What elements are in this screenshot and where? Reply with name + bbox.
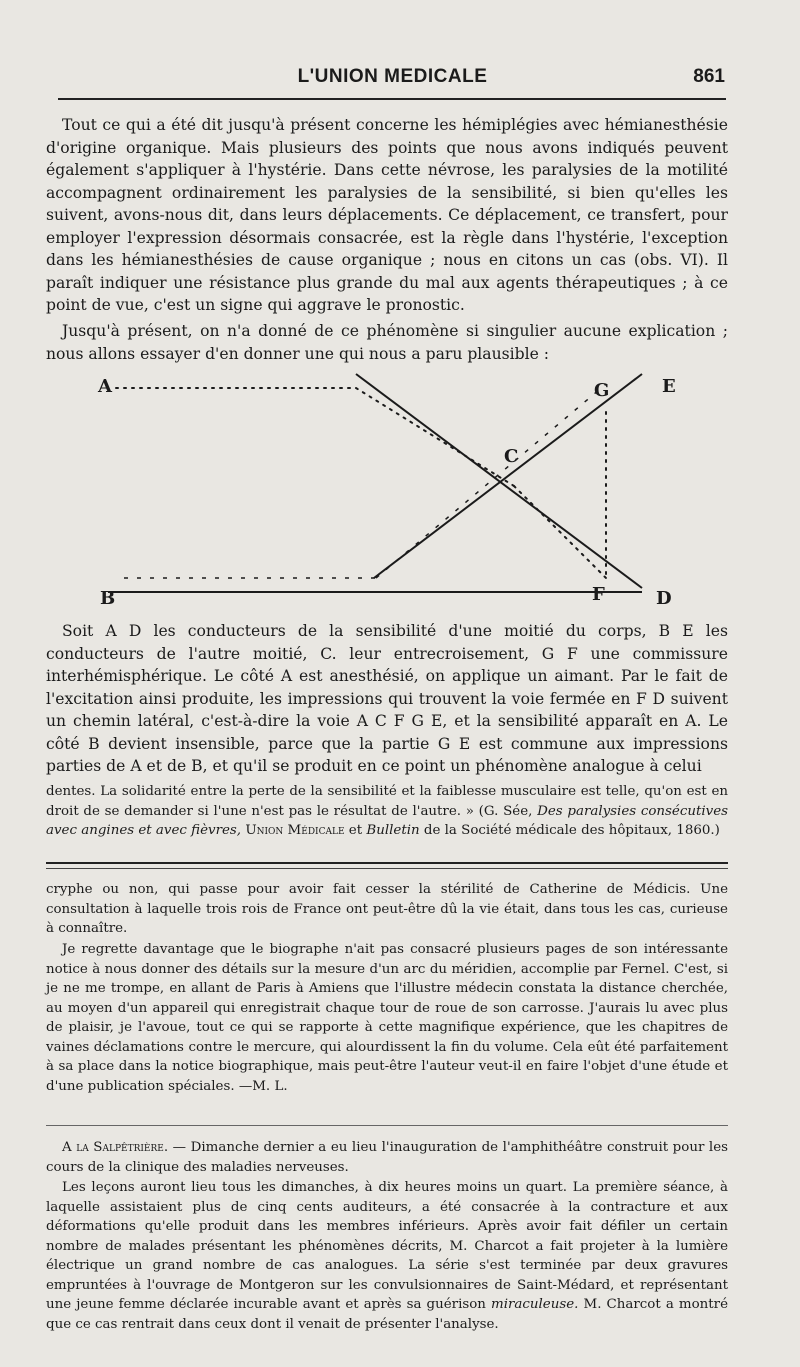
footnote-title-paralysies: Des paralysies consécutives avec angines et avec fièvres, [46,803,728,838]
label-c: C [504,446,519,467]
news-text-2a: Les leçons auront lieu tous les dimanches, à dix heures moins un quart. La première séance, à laquelle assistaient plus de cinq cents auditeurs, a été consacrée à la contracture et aux déformations qu'elle produit dans les membres inférieurs. Après avoir fait défiler un certain nombre de malades présentant les phénomènes décrits, M. Charcot a fait projeter à la lumière électrique un grand nombre de cas analogues. La série s'est terminée par deux gravures empruntées à l'ouvrage de Montgeron sur les convulsionnaires de Saint-Médard, et représentant une jeune femme déclarée incurable avant et après sa guérison [46,1180,728,1312]
feuilleton-rule-top [46,862,728,864]
feuilleton-paragraph-1: cryphe ou non, qui passe pour avoir fait cesser la stérilité de Catherine de Médicis. Une consultation à laquelle trois rois de France ont peut-être dû la vie était, dans tous les cas, curieuse à connaître. [46,882,728,936]
feuilleton-paragraph-2: Je regrette davantage que le biographe n'ait pas consacré plusieurs pages de son intéressante notice à nous donner des détails sur la mesure d'un arc du méridien, accomplie par Fernel. C'est, si je ne me trompe, en allant de Paris à Amiens que l'illustre médecin constata la distance cherchée, au moyen d'un appareil qui enregistrait chaque tour de roue de son carrosse. J'aurais lu avec plus de plaisir, je l'avoue, tout ce qui se rapporte à cette magnifique expérience, que les chapitres de vaines déclamations contre le mercure, qui alourdissent la fin du volume. Cela eût été parfaitement à sa place dans la notice biographique, mais peut-être l'auteur veut-il en faire l'objet d'une étude et d'une publication spéciales. —M. L. [46,942,728,1094]
label-b: B [100,588,116,608]
news-text-2b: M. Charcot a montré que ce cas rentrait dans ceux dont il venait de présenter l'analyse. [46,1297,728,1332]
path-c-to-f [514,486,606,578]
label-g: G [594,380,610,401]
diagram-svg [94,368,694,608]
label-e: E [662,376,676,397]
label-a: A [98,376,112,397]
nerve-crossing-diagram [94,368,694,608]
label-f: F [592,584,605,605]
running-title: L'UNION MEDICALE [297,66,488,87]
section-rule [46,1125,728,1126]
conductor-e-b [374,374,642,578]
label-d: D [656,588,672,608]
page-number: 861 [693,66,725,87]
path-b-to-e [376,384,606,578]
running-head [60,66,725,90]
footnote [46,782,728,841]
footnote-text-d: de la Société médicale des hôpitaux, 1860.) [423,823,720,838]
footnote-text-a: dentes. La solidarité entre la perte de la sensibilité et la faiblesse musculaire est telle, qu'on est en droit de se demander si l'une n'est pas le résultat de l'autre. » (G. Sée, [46,784,728,819]
paragraph-explanation-intro: Jusqu'à présent, on n'a donné de ce phénomène si singulier aucune explication ; nous allons essayer d'en donner une qui nous a paru plausible : [46,322,728,363]
news-text-1: — Dimanche dernier a eu lieu l'inauguration de l'amphithéâtre construit pour les cours de la clinique des maladies nerveuses. [46,1140,728,1175]
path-a-to-c [356,388,514,486]
news-paragraph-2 [46,1178,728,1334]
news-italic-miraculeuse: miraculeuse. [491,1297,579,1312]
footnote-bulletin: Bulletin [366,823,420,838]
footnote-journal-union: Union Médicale [245,823,345,838]
feuilleton-rule-bottom [46,868,728,869]
paragraph-diagram-explanation: Soit A D les conducteurs de la sensibilité d'une moitié du corps, B E les conducteurs de l'autre moitié, C. leur entrecroisement, G F une commissure interhémisphérique. Le côté A est anesthésié, on applique un aimant. Par le fait de l'excitation ainsi produite, les impressions qui trouvent la voie fermée en F D suivent un chemin latéral, c'est-à-dire la voie A C F G E, et la sensibilité apparaît en A. Le côté B devient insensible, parce que la partie G E est commune aux impressions parties de A et de B, et qu'il se produit en ce point un phénomène analogue à celui [46,622,728,775]
header-rule [58,98,726,100]
news-heading: A la Salpêtrière. [62,1140,169,1155]
news-paragraph-1 [46,1138,728,1177]
paragraph-hysteria: Tout ce qui a été dit jusqu'à présent concerne les hémiplégies avec hémianesthésie d'origine organique. Mais plusieurs des points que nous avons indiqués peuvent également s'appliquer à l'hystérie. Dans cette névrose, les paralysies de la motilité accompagnent ordinairement les paralysies de la sensibilité, si bien qu'elles les suivent, avons-nous dit, dans leurs déplacements. Ce déplacement, ce transfert, pour employer l'expression désormais consacrée, est la règle dans l'hystérie, l'exception dans les hémianesthésies de cause organique ; nous en citons un cas (obs. VI). Il paraît indiquer une résistance plus grande du mal aux agents thérapeutiques ; à ce point de vue, c'est un signe qui aggrave le pronostic. [46,116,728,314]
footnote-conjunction: et [348,823,363,838]
